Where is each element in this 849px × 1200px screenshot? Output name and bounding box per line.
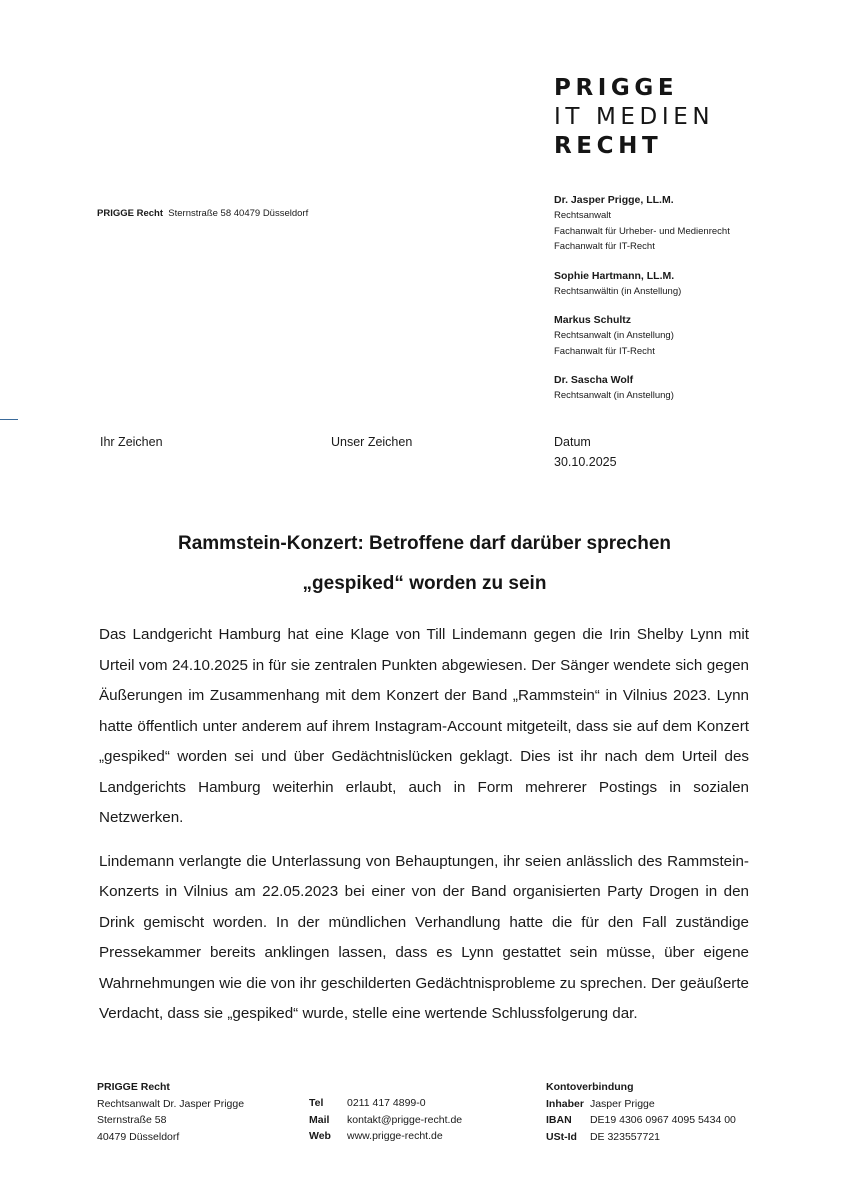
- footer-contact: [309, 1095, 462, 1145]
- contact-row: [309, 1112, 462, 1129]
- sender-firm: PRIGGE Recht: [97, 208, 163, 219]
- footer-firm: [97, 1079, 244, 1145]
- contact-label: Mail: [309, 1113, 330, 1126]
- document-title: [0, 524, 849, 604]
- lawyer-title: Rechtsanwalt (in Anstellung): [554, 390, 674, 401]
- contact-row: [309, 1095, 462, 1112]
- bank-value: DE 323557721: [589, 1130, 660, 1143]
- lawyer-list: [554, 192, 730, 417]
- lawyer-name: Markus Schultz: [554, 314, 632, 326]
- lawyer-entry: [554, 312, 730, 359]
- bank-row: [546, 1096, 736, 1113]
- date-label: Datum: [554, 435, 591, 449]
- bank-label: Inhaber: [546, 1097, 584, 1110]
- bank-row: [546, 1129, 736, 1146]
- lawyer-title: Rechtsanwalt: [554, 210, 612, 221]
- date-block: [554, 432, 617, 472]
- logo-line-3: RECHT: [554, 133, 663, 159]
- lawyer-entry: [554, 372, 730, 404]
- footer-firm-name: PRIGGE Recht: [97, 1081, 170, 1093]
- ihr-zeichen-label: Ihr Zeichen: [100, 435, 163, 449]
- lawyer-title: Fachanwalt für IT-Recht: [554, 345, 655, 357]
- contact-value[interactable]: 0211 417 4899-0: [346, 1097, 426, 1109]
- contact-row: [309, 1128, 462, 1145]
- bank-row: [546, 1112, 736, 1129]
- lawyer-entry: [554, 268, 730, 300]
- lawyer-name: Dr. Sascha Wolf: [554, 374, 634, 386]
- lawyer-title: Fachanwalt für Urheber- und Medienrecht: [554, 225, 730, 237]
- lawyer-title: Rechtsanwältin (in Anstellung): [554, 285, 682, 297]
- date-value: 30.10.2025: [554, 455, 617, 469]
- footer-firm-line: Sternstraße 58: [97, 1114, 167, 1126]
- title-line-2: „gespiked“ worden zu sein: [302, 573, 547, 594]
- footer-firm-line: 40479 Düsseldorf: [97, 1130, 180, 1143]
- fold-mark: [0, 419, 18, 420]
- sender-address: Sternstraße 58 40479 Düsseldorf: [168, 208, 309, 219]
- sender-line: [97, 208, 308, 219]
- contact-value[interactable]: kontakt@prigge-recht.de: [346, 1113, 463, 1126]
- footer-firm-line: Rechtsanwalt Dr. Jasper Prigge: [97, 1097, 245, 1110]
- body-text: [99, 620, 749, 1043]
- bank-value: DE19 4306 0967 4095 5434 00: [589, 1114, 736, 1126]
- contact-label: Web: [309, 1130, 331, 1142]
- firm-logo: [554, 74, 714, 161]
- footer-bank: [546, 1079, 736, 1145]
- unser-zeichen-label: Unser Zeichen: [331, 435, 413, 449]
- title-line-1: Rammstein-Konzert: Betroffene darf darüber sprechen: [177, 533, 672, 554]
- contact-label: Tel: [309, 1097, 324, 1109]
- bank-label: IBAN: [546, 1114, 572, 1126]
- logo-line-1: PRIGGE: [554, 75, 679, 101]
- lawyer-title: Rechtsanwalt (in Anstellung): [554, 330, 674, 341]
- lawyer-title: Fachanwalt für IT-Recht: [554, 241, 655, 252]
- logo-line-2: IT MEDIEN: [554, 104, 715, 130]
- lawyer-entry: [554, 192, 730, 255]
- body-paragraph: Lindemann verlangte die Unterlassung von Behauptungen, ihr seien anlässlich des Rammstein-Konzerts in Vilnius am 22.05.2023 bei einer von der Band organisierten Party Drogen in den Drink gemischt worden. In der mündlichen Verhandlung hatte die für den Fall zuständige Pressekammer bereits anklingen lassen, dass es Lynn gestattet sein müsse, über eigene Wahrnehmungen wie die von ihr geschilderten Gedächtnisprobleme zu sprechen. Der geäußerte Verdacht, dass sie „gespiked“ wurde, stelle eine wertende Schlussfolgerung dar.: [99, 852, 749, 1022]
- lawyer-name: Dr. Jasper Prigge, LL.M.: [554, 194, 674, 206]
- contact-value[interactable]: www.prigge-recht.de: [346, 1130, 443, 1142]
- bank-value: Jasper Prigge: [589, 1097, 655, 1110]
- bank-heading: Kontoverbindung: [546, 1081, 634, 1093]
- body-paragraph: Das Landgericht Hamburg hat eine Klage von Till Lindemann gegen die Irin Shelby Lynn mit Urteil vom 24.10.2025 in für sie zentralen Punkten abgewiesen. Der Sänger wendete sich gegen Äußerungen im Zusammenhang mit dem Konzert der Band „Rammstein“ in Vilnius 2023. Lynn hatte öffentlich unter anderem auf ihrem Instagram-Account mitgeteilt, dass sie auf dem Konzert „gespiked“ worden sei und über Gedächtnislücken geklagt. Dies ist ihr nach dem Urteil des Landgerichts Hamburg weiterhin erlaubt, auch in Form mehrerer Postings in sozialen Netzwerken.: [99, 626, 749, 826]
- lawyer-name: Sophie Hartmann, LL.M.: [554, 269, 675, 282]
- bank-label: USt-Id: [546, 1130, 577, 1143]
